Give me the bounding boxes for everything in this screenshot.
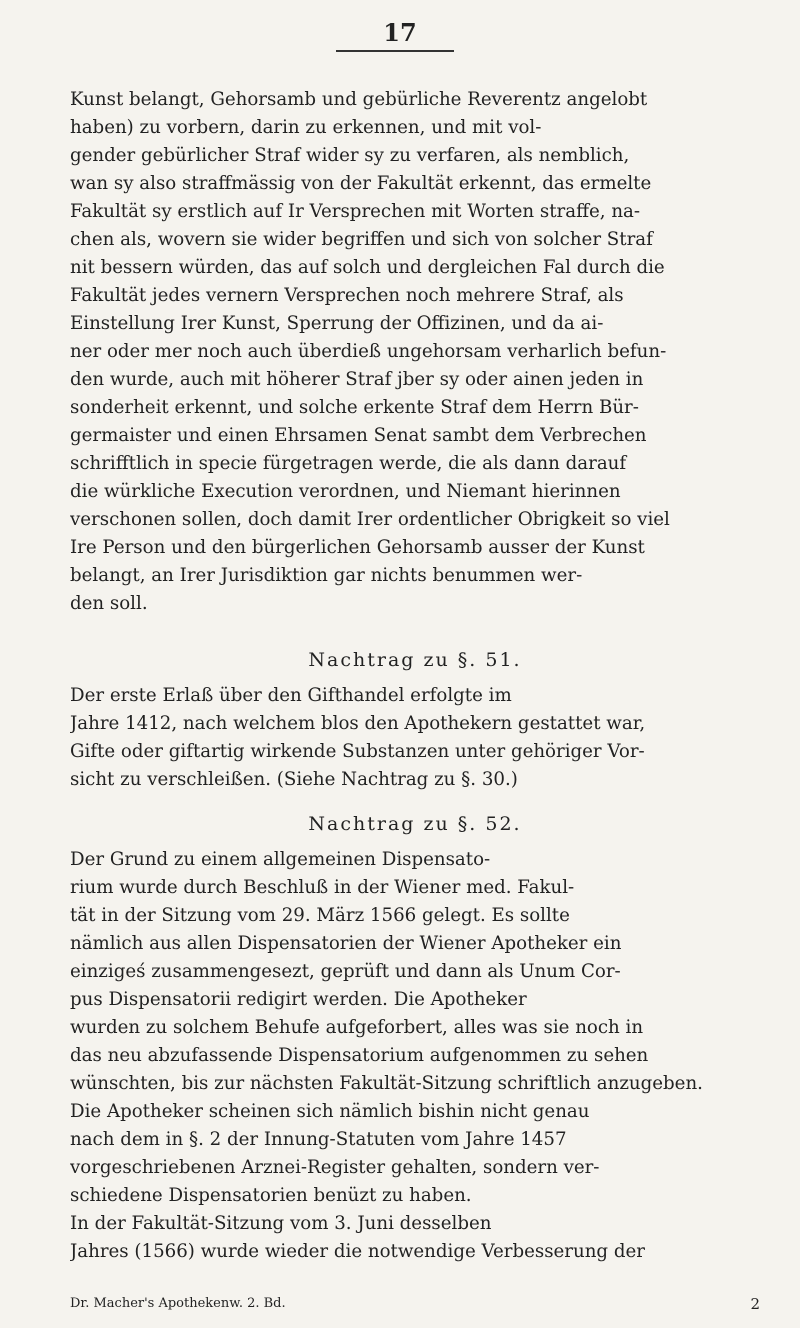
text-line: die würkliche Execution verordnen, und Niemant hierinnen xyxy=(70,481,621,502)
text-line: nit bessern würden, das auf solch und dergleichen Fal durch die xyxy=(70,257,665,278)
text-line: ner oder mer noch auch überdieß ungehorsam verharlich befun- xyxy=(70,341,667,362)
header-rule xyxy=(336,50,454,52)
paragraph-3 xyxy=(70,846,760,1266)
text-line: nach dem in §. 2 der Innung-Statuten vom Jahre 1457 xyxy=(70,1129,567,1150)
text-line: Fakultät sy erstlich auf Ir Versprechen mit Worten straffe, na- xyxy=(70,201,641,222)
section-heading-51: Nachtrag zu §. 51. xyxy=(308,649,522,671)
text-line: In der Fakultät-Sitzung vom 3. Juni desselben xyxy=(70,1213,492,1234)
text-line: Kunst belangt, Gehorsamb und gebürliche Reverentz angelobt xyxy=(70,89,648,110)
text-line: gender gebürlicher Straf wider sy zu verfaren, als nemblich, xyxy=(70,145,630,166)
text-line: Der erste Erlaß über den Gifthandel erfolgte im xyxy=(70,685,512,706)
text-line: sonderheit erkennt, und solche erkente Straf dem Herrn Bür- xyxy=(70,397,639,418)
text-line: wünschten, bis zur nächsten Fakultät-Sitzung schriftlich anzugeben. xyxy=(70,1073,703,1094)
paragraph-1 xyxy=(70,86,760,618)
text-line: Gifte oder giftartig wirkende Substanzen unter gehöriger Vor- xyxy=(70,741,645,762)
text-line: rium wurde durch Beschluß in der Wiener med. Fakul- xyxy=(70,877,575,898)
text-line: sicht zu verschleißen. (Siehe Nachtrag zu §. 30.) xyxy=(70,769,518,790)
text-line: schrifftlich in specie fürgetragen werde, die als dann darauf xyxy=(70,453,627,474)
text-line: tät in der Sitzung vom 29. März 1566 gelegt. Es sollte xyxy=(70,905,570,926)
text-line: germaister und einen Ehrsamen Senat sambt dem Verbrechen xyxy=(70,425,647,446)
text-line: belangt, an Irer Jurisdiktion gar nichts benummen wer- xyxy=(70,565,583,586)
running-title: Dr. Macher's Apothekenw. 2. Bd. xyxy=(70,1296,286,1311)
text-line: pus Dispensatorii redigirt werden. Die Apotheker xyxy=(70,989,527,1010)
text-line: den wurde, auch mit höherer Straf jber sy oder ainen jeden in xyxy=(70,369,644,390)
text-line: wurden zu solchem Behufe aufgeforbert, alles was sie noch in xyxy=(70,1017,644,1038)
text-line: Jahre 1412, nach welchem blos den Apothekern gestattet war, xyxy=(70,713,646,734)
signature-mark: 2 xyxy=(750,1295,760,1313)
text-line: Ire Person und den bürgerlichen Gehorsamb ausser der Kunst xyxy=(70,537,645,558)
text-line: Jahres (1566) wurde wieder die notwendige Verbesserung der xyxy=(70,1241,645,1262)
paragraph-2 xyxy=(70,682,760,794)
text-line: Fakultät jedes vernern Versprechen noch mehrere Straf, als xyxy=(70,285,624,306)
text-line: chen als, wovern sie wider begriffen und sich von solcher Straf xyxy=(70,229,653,250)
text-line: schiedene Dispensatorien benüzt zu haben. xyxy=(70,1185,472,1206)
text-line: Einstellung Irer Kunst, Sperrung der Offizinen, und da ai- xyxy=(70,313,604,334)
text-line: nämlich aus allen Dispensatorien der Wiener Apotheker ein xyxy=(70,933,622,954)
text-line: das neu abzufassende Dispensatorium aufgenommen zu sehen xyxy=(70,1045,649,1066)
section-heading-52: Nachtrag zu §. 52. xyxy=(308,813,522,835)
text-line: den soll. xyxy=(70,593,148,614)
text-line: vorgeschriebenen Arznei-Register gehalten, sondern ver- xyxy=(70,1157,600,1178)
text-line: Der Grund zu einem allgemeinen Dispensato- xyxy=(70,849,491,870)
text-line: einzigeś zusammengesezt, geprüft und dann als Unum Cor- xyxy=(70,961,621,982)
page-number: 17 xyxy=(383,18,417,47)
text-line: verschonen sollen, doch damit Irer ordentlicher Obrigkeit so viel xyxy=(70,509,670,530)
page-footer xyxy=(70,1294,760,1314)
text-line: wan sy also straffmässig von der Fakultät erkennt, das ermelte xyxy=(70,173,652,194)
text-line: haben) zu vorbern, darin zu erkennen, und mit vol- xyxy=(70,117,542,138)
text-line: Die Apotheker scheinen sich nämlich bishin nicht genau xyxy=(70,1101,590,1122)
